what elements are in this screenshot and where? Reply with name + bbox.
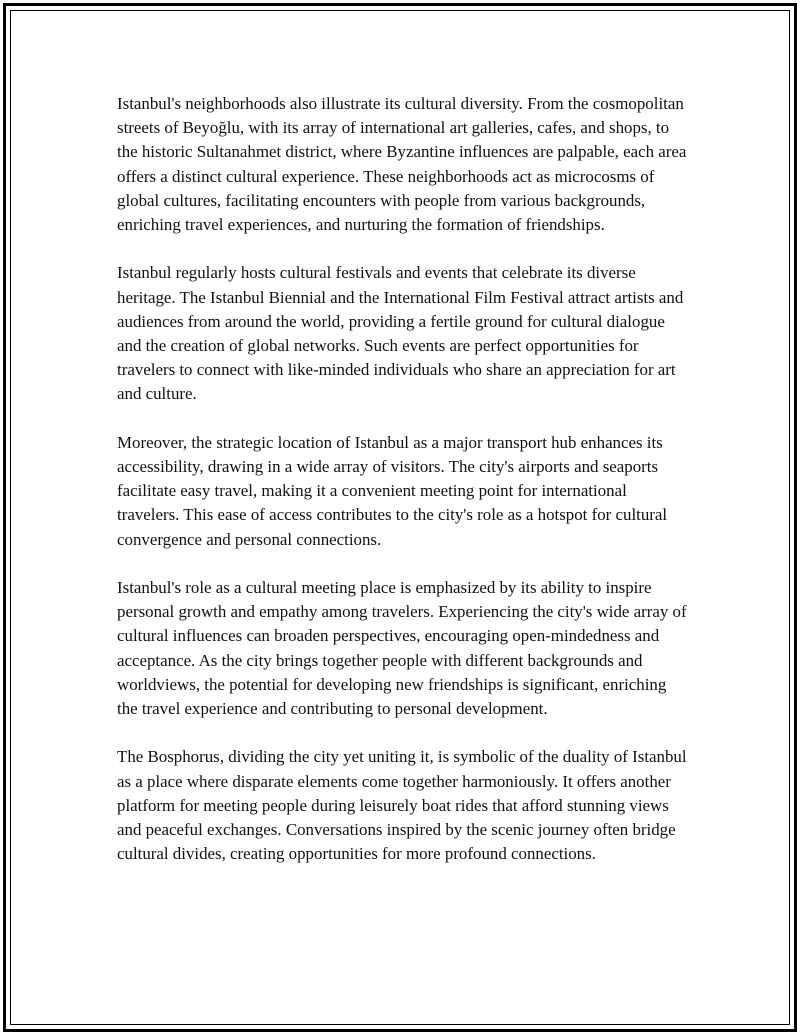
paragraph-festivals: Istanbul regularly hosts cultural festivals and events that celebrate its diverse heritage. The Istanbul Biennial and the International Film Festival attract artists and audiences from around the world, providing a fertile ground for cultural dialogue and the creation of global networks. Such events are perfect opportunities for travelers to connect with like-minded individuals who share an appreciation for art and culture. — [117, 263, 684, 404]
paragraph-bosphorus: The Bosphorus, dividing the city yet uniting it, is symbolic of the duality of Istanbul as a place where disparate elements come together harmoniously. It offers another platform for meeting people during leisurely boat rides that afford stunning views and peaceful exchanges. Conversations inspired by the scenic journey often bridge cultural divides, creating opportunities for more profound connections. — [117, 747, 687, 864]
paragraph-neighborhoods: Istanbul's neighborhoods also illustrate its cultural diversity. From the cosmopolitan streets of Beyoğlu, with its array of international art galleries, cafes, and shops, to the historic Sultanahmet district, where Byzantine influences are palpable, each area offers a distinct cultural experience. These neighborhoods act as microcosms of global cultures, facilitating encounters with people from various backgrounds, enriching travel experiences, and nurturing the formation of friendships. — [117, 94, 687, 235]
document-body — [117, 92, 689, 891]
paragraph-cultural-meeting-place: Istanbul's role as a cultural meeting place is emphasized by its ability to inspire personal growth and empathy among travelers. Experiencing the city's wide array of cultural influences can broaden perspectives, encouraging open-mindedness and acceptance. As the city brings together people with different backgrounds and worldviews, the potential for developing new friendships is significant, enriching the travel experience and contributing to personal development. — [117, 578, 687, 719]
paragraph-transport-hub: Moreover, the strategic location of Istanbul as a major transport hub enhances its accessibility, drawing in a wide array of visitors. The city's airports and seaports facilitate easy travel, making it a convenient meeting point for international travelers. This ease of access contributes to the city's role as a hotspot for cultural convergence and personal connections. — [117, 432, 668, 549]
